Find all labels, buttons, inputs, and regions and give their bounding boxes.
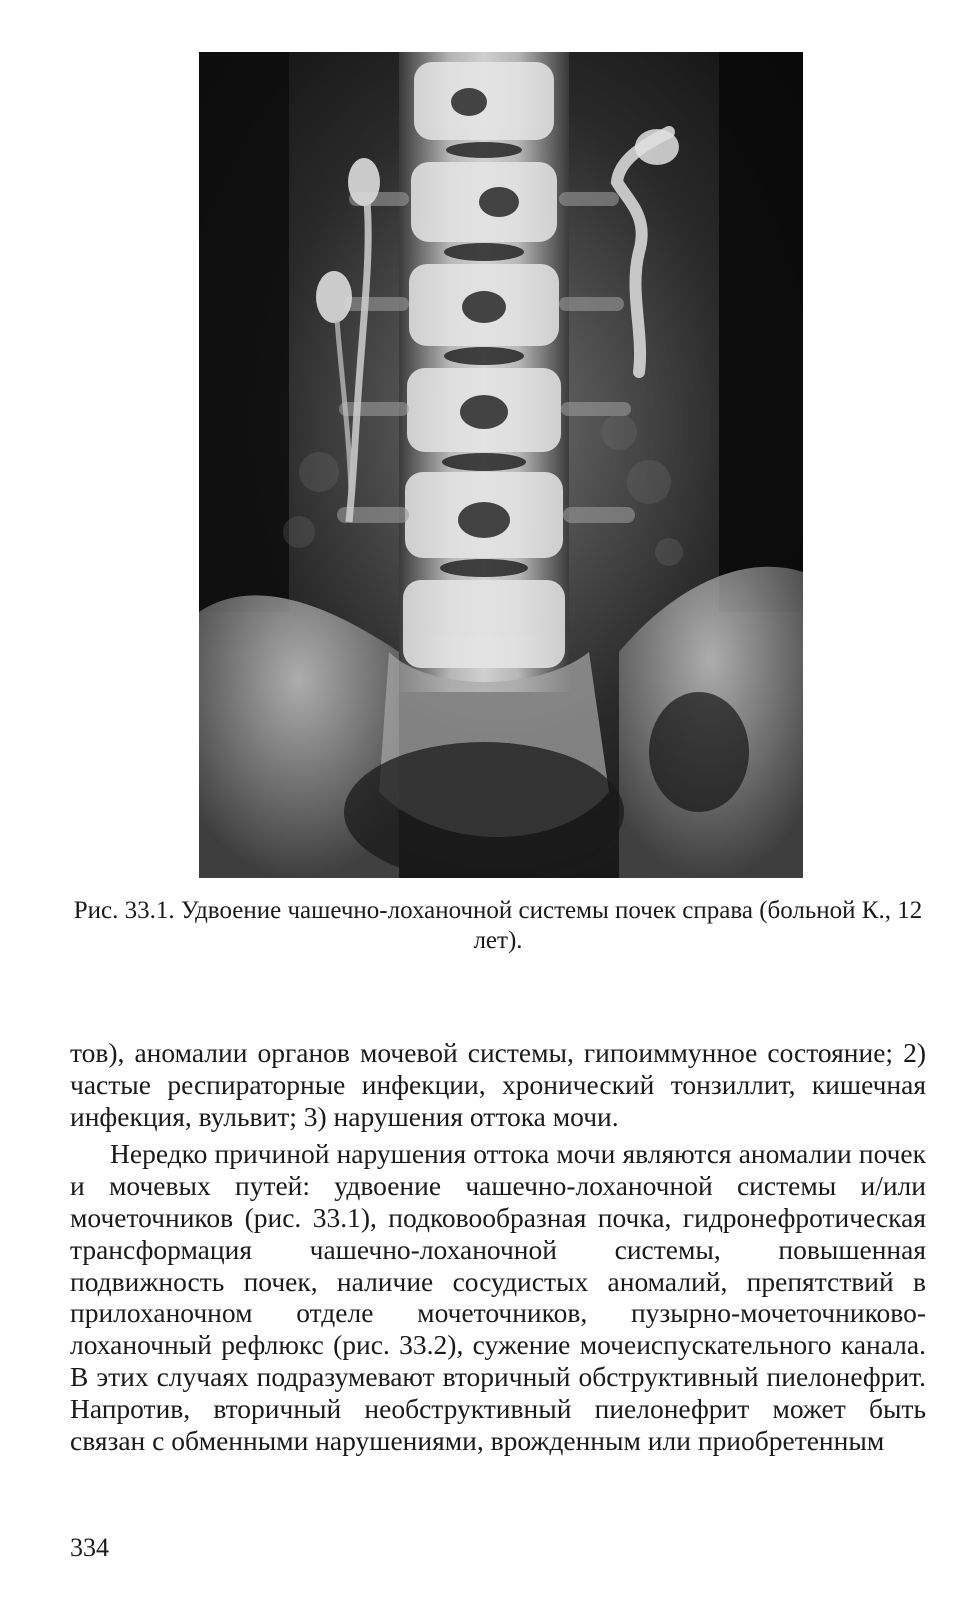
page-number: 334 — [70, 1533, 109, 1562]
body-text — [70, 1037, 926, 1456]
paragraph: тов), аномалии органов мочевой системы, гипоиммунное состояние; 2) частые респираторные инфекции, хронический тонзиллит, кишечная инфекция, вульвит; 3) нарушения оттока мочи. — [70, 1037, 926, 1132]
figure-caption: Рис. 33.1. Удвоение чашечно-лоханочной системы почек справа (больной К., 12 лет). — [73, 897, 923, 954]
paragraph: Нередко причиной нарушения оттока мочи являются аномалии почек и мочевых путей: удвоение чашечно-лоханочной системы и/или мочеточников (рис. 33.1), подковообразная почка, гидронефротическая трансформация чашечно-лоханочной системы, повышенная подвижность почек, наличие сосудистых аномалий, препятствий в прилоханочном отделе мочеточников, пузырно-мочеточниково-лоханочный рефлюкс (рис. 33.2), сужение мочеиспускательного канала. В этих случаях подразумевают вторичный обструктивный пиелонефрит. Напротив, вторичный необструктивный пиелонефрит может быть связан с обменными нарушениями, врожденным или приобретенным — [70, 1138, 926, 1456]
xray-image — [199, 52, 803, 878]
xray-figure — [199, 52, 803, 878]
